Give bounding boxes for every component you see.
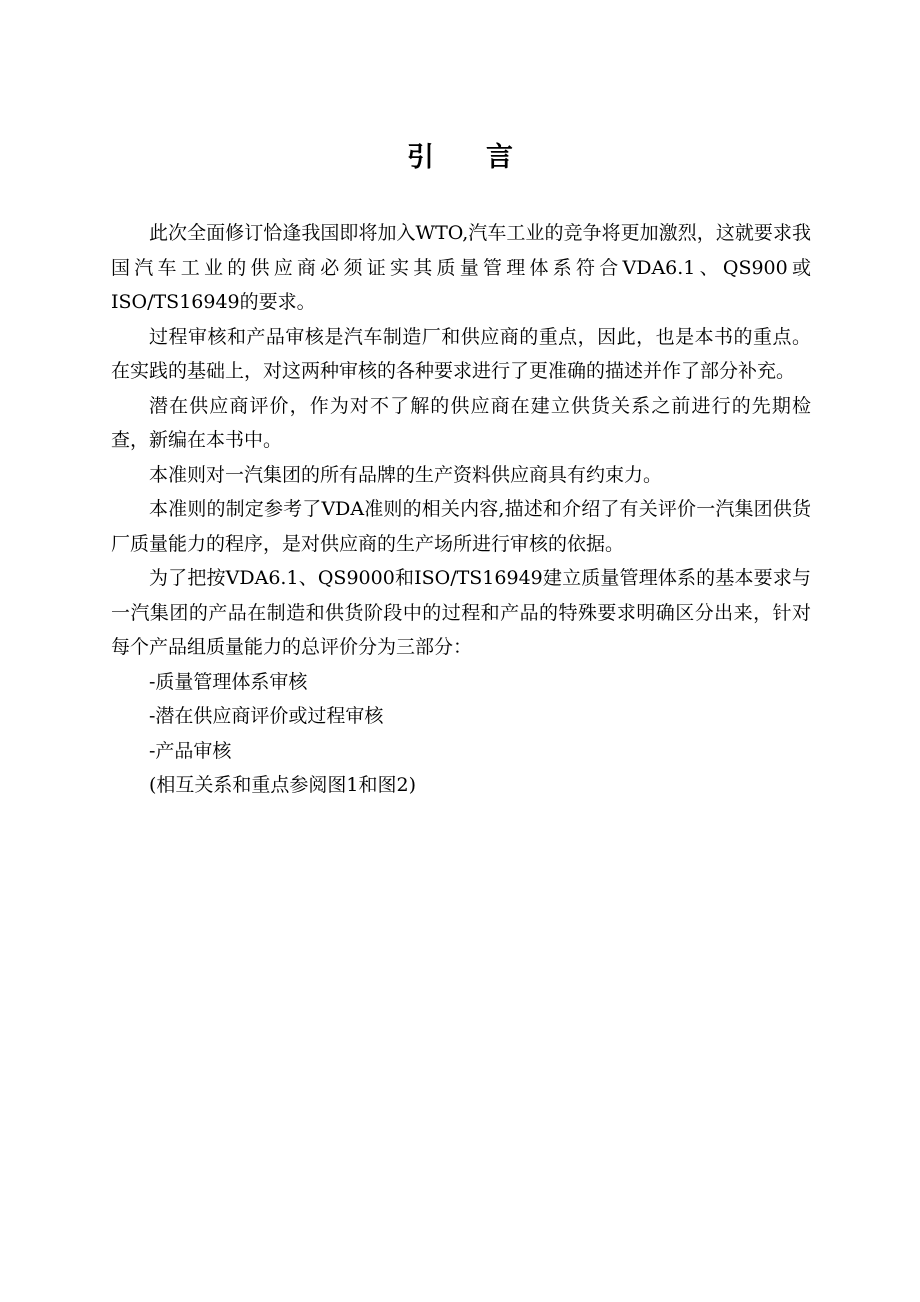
figure-reference-note: (相互关系和重点参阅图1和图2) (149, 774, 417, 796)
list-item-product-audit: -产品审核 (149, 739, 232, 762)
page-title: 引言 (407, 142, 565, 173)
paragraph-wto: 此次全面修订恰逢我国即将加入WTO,汽车工业的竞争将更加激烈，这就要求我国汽车工业的供应商必须证实其质量管理体系符合VDA6.1、QS900或ISO/TS16949的要求。 (111, 222, 811, 313)
paragraph-vda-reference: 本准则的制定参考了VDA准则的相关内容,描述和介绍了有关评价一汽集团供货厂质量能力的程序，是对供应商的生产场所进行审核的依据。 (111, 498, 811, 555)
paragraph-potential-supplier: 潜在供应商评价，作为对不了解的供应商在建立供货关系之前进行的先期检查，新编在本书中。 (111, 394, 811, 451)
paragraph-binding: 本准则对一汽集团的所有品牌的生产资料供应商具有约束力。 (149, 463, 663, 486)
document-body (111, 216, 811, 803)
paragraph-audit-focus: 过程审核和产品审核是汽车制造厂和供应商的重点，因此，也是本书的重点。在实践的基础上，对这两种审核的各种要求进行了更准确的描述并作了部分补充。 (111, 325, 811, 382)
paragraph-three-parts: 为了把按VDA6.1、QS9000和ISO/TS16949建立质量管理体系的基本要求与一汽集团的产品在制造和供货阶段中的过程和产品的特殊要求明确区分出来，针对每个产品组质量能力的总评价分为三部分： (111, 567, 811, 658)
list-item-process-audit: -潜在供应商评价或过程审核 (149, 705, 384, 727)
list-item-qms-audit: -质量管理体系审核 (149, 670, 308, 693)
